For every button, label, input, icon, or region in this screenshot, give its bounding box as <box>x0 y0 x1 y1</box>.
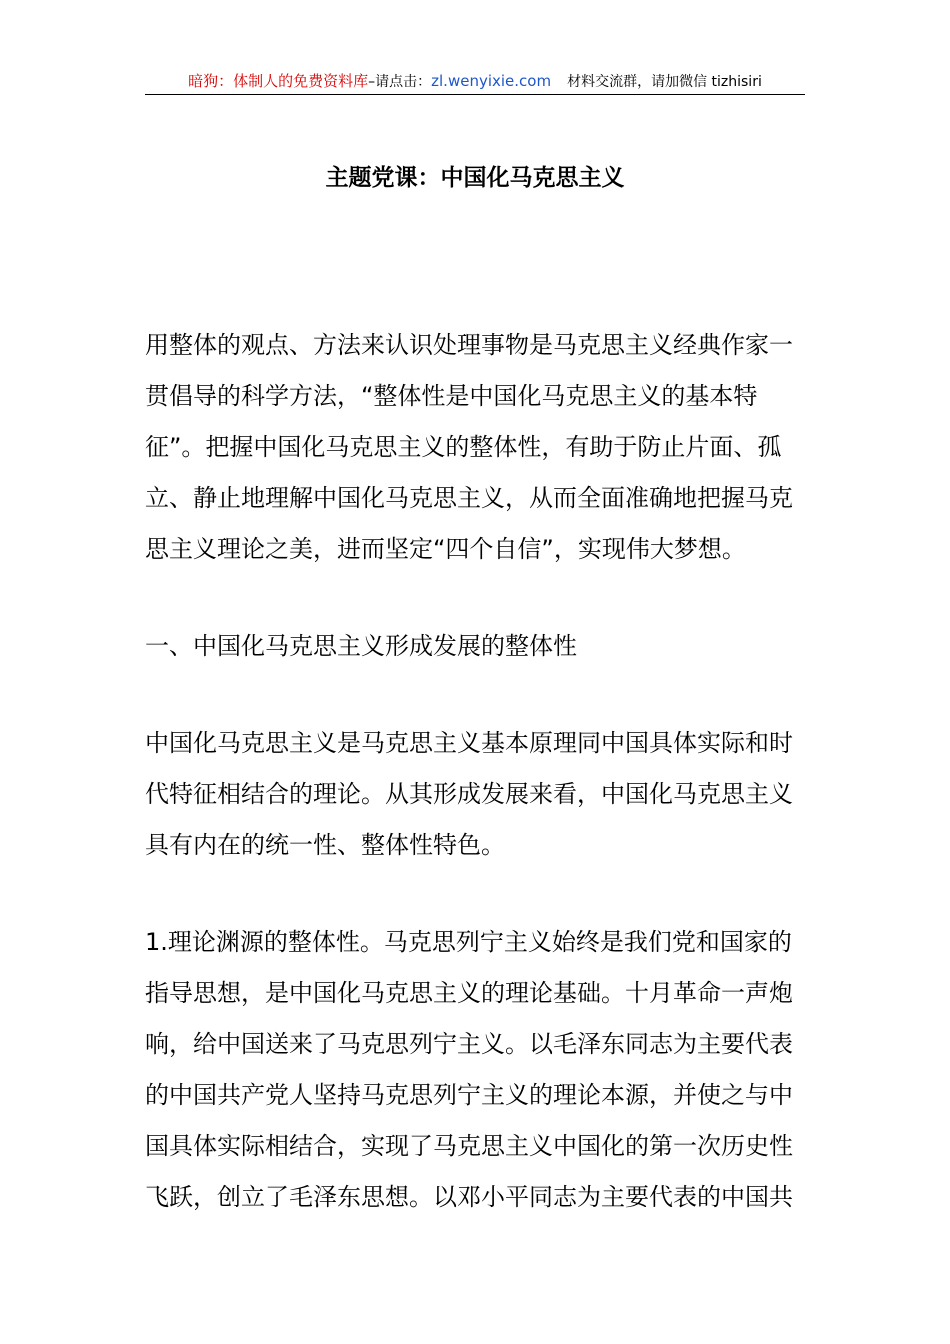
body-paragraph: 中国化马克思主义是马克思主义基本原理同中国具体实际和时代特征相结合的理论。从其形成发展来看，中国化马克思主义具有内在的统一性、整体性特色。 <box>145 729 793 859</box>
section-heading: 一、中国化马克思主义形成发展的整体性 <box>145 632 577 660</box>
header-prompt: –请点击： <box>368 74 432 90</box>
intro-paragraph: 用整体的观点、方法来认识处理事物是马克思主义经典作家一贯倡导的科学方法，“整体性是中国化马克思主义的基本特征”。把握中国化马克思主义的整体性，有助于防止片面、孤立、静止地理解中国化马克思主义，从而全面准确地把握马克思主义理论之美，进而坚定“四个自信”，实现伟大梦想。 <box>145 331 793 563</box>
header-brand: 暗狗：体制人的免费资料库 <box>188 72 369 90</box>
document-title: 主题党课：中国化马克思主义 <box>325 165 625 191</box>
header-link[interactable]: zl.wenyixie.com <box>431 72 552 90</box>
body-paragraph: 1.理论渊源的整体性。马克思列宁主义始终是我们党和国家的指导思想，是中国化马克思主义的理论基础。十月革命一声炮响，给中国送来了马克思列宁主义。以毛泽东同志为主要代表的中国共产党人坚持马克思列宁主义的理论本源，并使之与中国具体实际相结合，实现了马克思主义中国化的第一次历史性飞跃，创立了毛泽东思想。以邓小平同志为主要代表的中国共 <box>145 928 793 1211</box>
document-body <box>145 320 807 1269</box>
header-wechat-note: 材料交流群，请加微信 tizhisiri <box>567 74 762 90</box>
page-header <box>145 68 805 95</box>
